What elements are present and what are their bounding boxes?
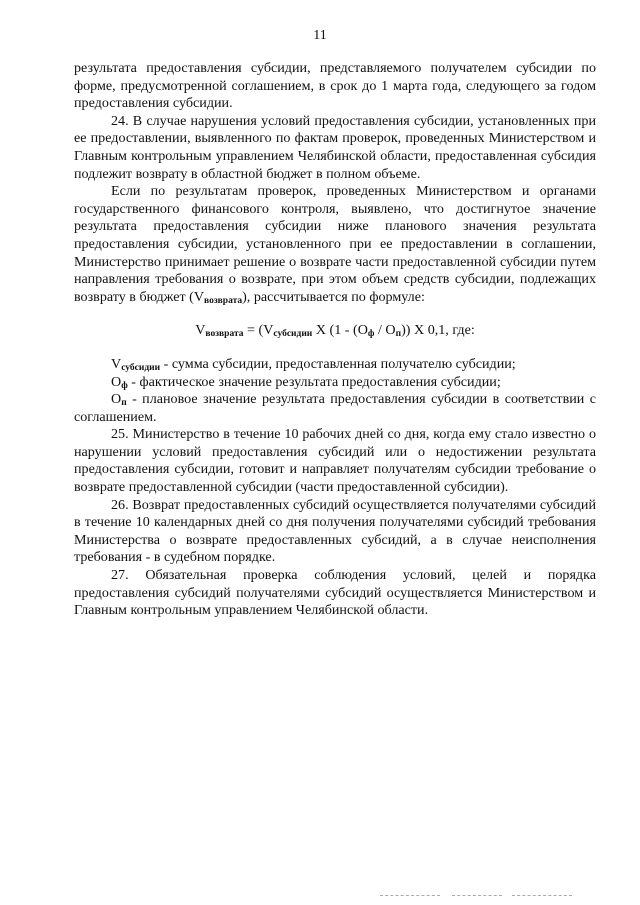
continuation-paragraph: результата предоставления субсидии, представляемого получателем субсидии по форме, предусмотренной соглашением, в срок до 1 марта года, следующего за годом предоставления субсидии.: [74, 60, 596, 112]
footer-scan-mark: [380, 895, 440, 896]
definition-v-subsidy: [74, 356, 596, 374]
def-op-text: - плановое значение результата предоставления субсидии в соответствии с соглашением.: [74, 391, 596, 425]
def-v-symbol: V: [111, 355, 122, 372]
formula-sub-plan: п: [395, 329, 402, 340]
formula-mid: X (1 - (O: [312, 322, 368, 339]
def-of-symbol: O: [111, 373, 122, 390]
document-body: [74, 60, 596, 620]
formula-definitions: [74, 356, 596, 426]
def-op-sub: п: [121, 398, 127, 409]
item-24-paragraph: 24. В случае нарушения условий предоставления субсидии, установленных при ее предоставлении, выявленного по фактам проверок, проведенных Министерством и Главным контрольным управлением Челябинской области, предоставленная субсидия подлежит возврату в областной бюджет в полном объеме.: [74, 112, 596, 182]
def-v-text: - сумма субсидии, предоставленная получателю субсидии;: [160, 355, 516, 372]
formula-sub-subsidy: субсидии: [273, 329, 313, 340]
formula: [74, 322, 596, 340]
item-25-paragraph: 25. Министерство в течение 10 рабочих дней со дня, когда ему стало известно о нарушении условий предоставления субсидий или о недостижении результата предоставления субсидии, готовит и направляет получателям субсидии требование о возврате предоставленной субсидии (части предоставленной субсидии).: [74, 426, 596, 496]
item-27-paragraph: 27. Обязательная проверка соблюдения условий, целей и порядка предоставления субсидий получателями субсидий осуществляется Министерством и Главным контрольным управлением Челябинской области.: [74, 567, 596, 619]
formula-sub-fact: ф: [367, 329, 375, 340]
formula-eq: = (V: [243, 322, 274, 339]
formula-tail: )) X 0,1, где:: [401, 322, 475, 339]
definition-o-fact: [74, 374, 596, 392]
item-24-partial-return-tail: ), рассчитывается по формуле:: [242, 288, 425, 305]
page-number: 11: [313, 28, 327, 43]
footer-scan-mark: [452, 895, 502, 896]
formula-sub-return: возврата: [205, 329, 244, 340]
def-of-text: - фактическое значение результата предоставления субсидии;: [127, 373, 501, 390]
item-24-partial-return-paragraph: [74, 183, 596, 306]
return-subscript: возврата: [204, 295, 243, 306]
def-op-symbol: O: [111, 391, 122, 408]
formula-v-return: V: [195, 322, 206, 339]
footer-scan-mark: [512, 895, 572, 896]
definition-o-plan: [74, 391, 596, 426]
item-24-partial-return-text: Если по результатам проверок, проведенных Министерством и органами государственного финансового контроля, выявлено, что достигнутое значение результата предоставления субсидии ниже планового значения результата предоставления субсидии, установленного при ее предоставлении в соглашении, Министерство принимает решение о возврате части предоставленной субсидии путем направления требования о возврате, при этом объем средств субсидии, подлежащих возврату в бюджет (V: [74, 183, 596, 305]
item-26-paragraph: 26. Возврат предоставленных субсидий осуществляется получателями субсидий в течение 10 календарных дней со дня получения получателями субсидий требования Министерства о возврате предоставленных субсидий, а в случае неисполнения требования - в судебном порядке.: [74, 496, 596, 566]
def-v-sub: субсидии: [121, 362, 161, 373]
formula-slash: / O: [374, 322, 396, 339]
def-of-sub: ф: [121, 380, 128, 391]
